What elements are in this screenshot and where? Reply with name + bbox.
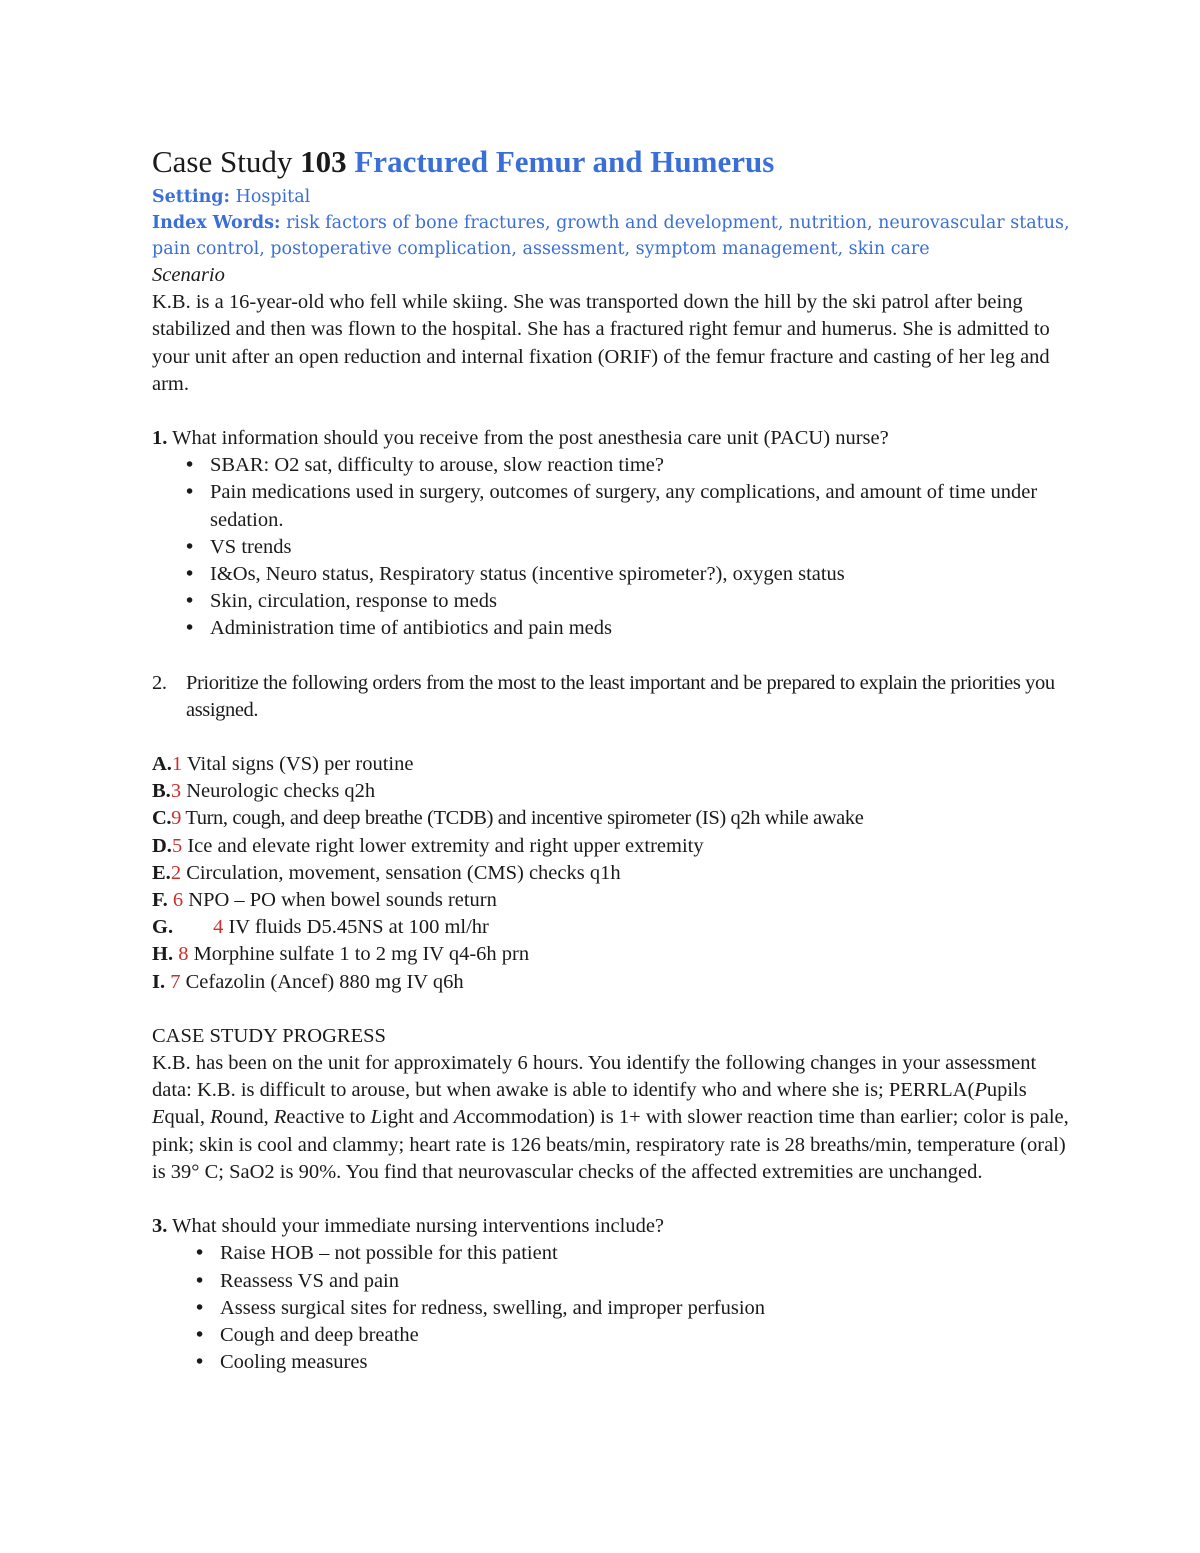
question-1-number: 1.: [152, 427, 168, 450]
bullet-icon: •: [186, 617, 194, 640]
bullet-icon: •: [186, 535, 194, 558]
bullet-icon: •: [196, 1323, 204, 1346]
priority-number: 2: [170, 861, 182, 884]
bullet-icon: •: [186, 454, 194, 477]
question-2-text: Prioritize the following orders from the most to the least important and be prepared to explain the priorities you assigned.: [186, 671, 1055, 721]
priority-number: 8: [173, 943, 189, 966]
bullet-icon: •: [196, 1269, 204, 1292]
order-row: C.9 Turn, cough, and deep breathe (TCDB) and incentive spirometer (IS) q2h while awake: [152, 807, 864, 830]
index-value: risk factors of bone fractures, growth and development, nutrition, neurovascular status, pain control, postoperative complication, assessment, symptom management, skin care: [152, 213, 1070, 259]
index-label: Index Words:: [152, 213, 281, 233]
priority-number: 1: [171, 753, 183, 776]
list-item: • Assess surgical sites for redness, swelling, and improper perfusion: [196, 1295, 1072, 1322]
question-1-answers: [152, 452, 1072, 642]
setting-label: Setting:: [152, 187, 231, 207]
question-3: [152, 1213, 1072, 1240]
list-item: • Cough and deep breathe: [196, 1322, 1072, 1349]
priority-number: 7: [165, 970, 181, 993]
scenario-text: K.B. is a 16-year-old who fell while skiing. She was transported down the hill by the ski patrol after being stabilized and then was flown to the hospital. She has a fractured right femur and humerus. She is admitted to your unit after an open reduction and internal fixation (ORIF) of the femur fracture and casting of her leg and arm.: [152, 291, 1050, 395]
title-topic: Fractured Femur and Humerus: [354, 144, 775, 179]
list-item: • Pain medications used in surgery, outcomes of surgery, any complications, and amount of time under sedation.: [186, 481, 1038, 531]
priority-number: 9: [171, 807, 181, 830]
question-3-answers: [152, 1240, 1072, 1376]
bullet-icon: •: [186, 563, 194, 586]
bullet-icon: •: [196, 1242, 204, 1265]
list-item: • Raise HOB – not possible for this patient: [196, 1240, 1072, 1267]
list-item: • I&Os, Neuro status, Respiratory status (incentive spirometer?), oxygen status: [186, 561, 1072, 588]
page-title: [152, 142, 1072, 182]
order-row: F. 6 NPO – PO when bowel sounds return: [152, 889, 497, 912]
scenario-heading: Scenario: [152, 264, 225, 286]
question-2: [152, 670, 1072, 724]
setting-value: Hospital: [235, 187, 311, 207]
index-words: [152, 210, 1072, 262]
progress-text: K.B. has been on the unit for approximately 6 hours. You identify the following changes in your assessment data: K.B. is difficult to arouse, but when awake is able to identify who and where she is; PERRLA(Pupils Equal, Round, Reactive to Light and Accommodation) is 1+ with slower reaction time than earlier; color is pale, pink; skin is cool and clammy; heart rate is 126 beats/min, respiratory rate is 28 breaths/min, temperature (oral) is 39° C; SaO2 is 90%. You find that neurovascular checks of the affected extremities are unchanged.: [152, 1052, 1069, 1183]
list-item: • Cooling measures: [196, 1349, 1072, 1376]
order-row: B.3 Neurologic checks q2h: [152, 780, 376, 803]
title-number: 103: [300, 144, 347, 179]
bullet-icon: •: [196, 1296, 204, 1319]
list-item: • Skin, circulation, response to meds: [186, 588, 1072, 615]
question-3-number: 3.: [152, 1215, 168, 1238]
priority-number: 6: [167, 889, 184, 912]
question-2-number: 2.: [152, 671, 167, 694]
question-1-text: What information should you receive from the post anesthesia care unit (PACU) nurse?: [172, 427, 889, 450]
bullet-icon: •: [196, 1351, 204, 1374]
priority-number: 4: [213, 916, 224, 939]
title-prefix: Case Study: [152, 144, 301, 179]
priority-number: 5: [171, 834, 183, 857]
orders-list: [152, 751, 1072, 996]
order-row: D.5 Ice and elevate right lower extremity and right upper extremity: [152, 834, 704, 857]
list-item: • Reassess VS and pain: [196, 1268, 1072, 1295]
order-row: A.1 Vital signs (VS) per routine: [152, 753, 414, 776]
question-1: [152, 425, 1072, 452]
priority-number: 3: [170, 780, 182, 803]
order-row: E.2 Circulation, movement, sensation (CMS) checks q1h: [152, 861, 621, 884]
order-row: H. 8 Morphine sulfate 1 to 2 mg IV q4-6h prn: [152, 943, 530, 966]
list-item: • VS trends: [186, 534, 1072, 561]
order-row: G. 4 IV fluids D5.45NS at 100 ml/hr: [152, 916, 489, 939]
progress-heading: CASE STUDY PROGRESS: [152, 1024, 386, 1047]
list-item: • SBAR: O2 sat, difficulty to arouse, slow reaction time?: [186, 452, 1072, 479]
setting-line: [152, 184, 1072, 210]
order-row: I. 7 Cefazolin (Ancef) 880 mg IV q6h: [152, 970, 464, 993]
question-3-text: What should your immediate nursing interventions include?: [172, 1215, 665, 1238]
bullet-icon: •: [186, 590, 194, 613]
document-page: [152, 142, 1072, 1376]
list-item: • Administration time of antibiotics and pain meds: [186, 615, 1072, 642]
bullet-icon: •: [186, 481, 194, 504]
